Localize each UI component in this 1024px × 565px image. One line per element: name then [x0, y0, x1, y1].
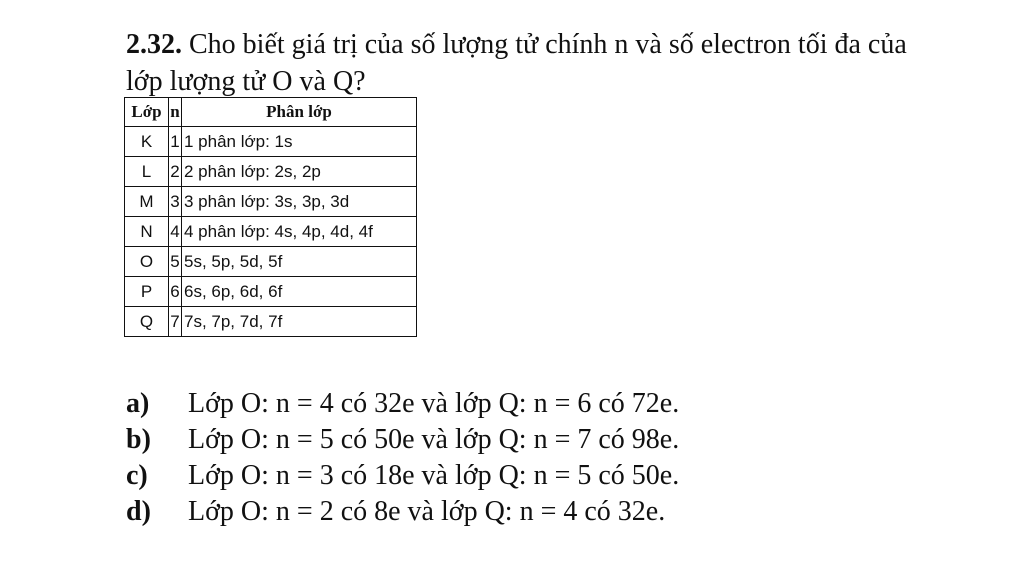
question-stem	[126, 26, 946, 100]
cell-shell: P	[125, 277, 169, 307]
cell-n: 7	[169, 307, 182, 337]
table-row	[125, 187, 417, 217]
option-letter: b)	[126, 424, 151, 455]
table-header-row	[125, 98, 417, 127]
option-text: Lớp O: n = 5 có 50e và lớp Q: n = 7 có 98e.	[188, 424, 680, 455]
option-letter: c)	[126, 460, 148, 491]
option-c[interactable]	[126, 458, 679, 494]
question-text: Cho biết giá trị của số lượng tử chính n và số electron tối đa của lớp lượng tử O và Q?	[126, 29, 907, 97]
answer-options	[126, 386, 679, 530]
cell-shell: Q	[125, 307, 169, 337]
option-letter: d)	[126, 496, 151, 527]
cell-shell: L	[125, 157, 169, 187]
cell-subshells: 2 phân lớp: 2s, 2p	[182, 157, 417, 187]
question-number: 2.32.	[126, 29, 182, 60]
cell-shell: O	[125, 247, 169, 277]
table-row	[125, 247, 417, 277]
cell-n: 2	[169, 157, 182, 187]
option-b[interactable]	[126, 422, 679, 458]
header-subshells: Phân lớp	[182, 98, 417, 127]
table-row	[125, 307, 417, 337]
option-text: Lớp O: n = 4 có 32e và lớp Q: n = 6 có 72e.	[188, 388, 680, 419]
cell-n: 5	[169, 247, 182, 277]
cell-n: 1	[169, 127, 182, 157]
table-row	[125, 277, 417, 307]
option-a[interactable]	[126, 386, 679, 422]
cell-shell: K	[125, 127, 169, 157]
option-text: Lớp O: n = 2 có 8e và lớp Q: n = 4 có 32e.	[188, 496, 666, 527]
cell-n: 6	[169, 277, 182, 307]
table-row	[125, 217, 417, 247]
cell-subshells: 7s, 7p, 7d, 7f	[182, 307, 417, 337]
cell-subshells: 1 phân lớp: 1s	[182, 127, 417, 157]
option-text: Lớp O: n = 3 có 18e và lớp Q: n = 5 có 50e.	[188, 460, 680, 491]
cell-subshells: 4 phân lớp: 4s, 4p, 4d, 4f	[182, 217, 417, 247]
cell-n: 3	[169, 187, 182, 217]
cell-shell: M	[125, 187, 169, 217]
electron-shell-table	[124, 97, 417, 337]
cell-subshells: 5s, 5p, 5d, 5f	[182, 247, 417, 277]
cell-shell: N	[125, 217, 169, 247]
cell-n: 4	[169, 217, 182, 247]
table-row	[125, 127, 417, 157]
option-d[interactable]	[126, 494, 679, 530]
table-row	[125, 157, 417, 187]
header-n: n	[169, 98, 182, 127]
header-shell: Lớp	[125, 98, 169, 127]
cell-subshells: 3 phân lớp: 3s, 3p, 3d	[182, 187, 417, 217]
cell-subshells: 6s, 6p, 6d, 6f	[182, 277, 417, 307]
option-letter: a)	[126, 388, 150, 419]
